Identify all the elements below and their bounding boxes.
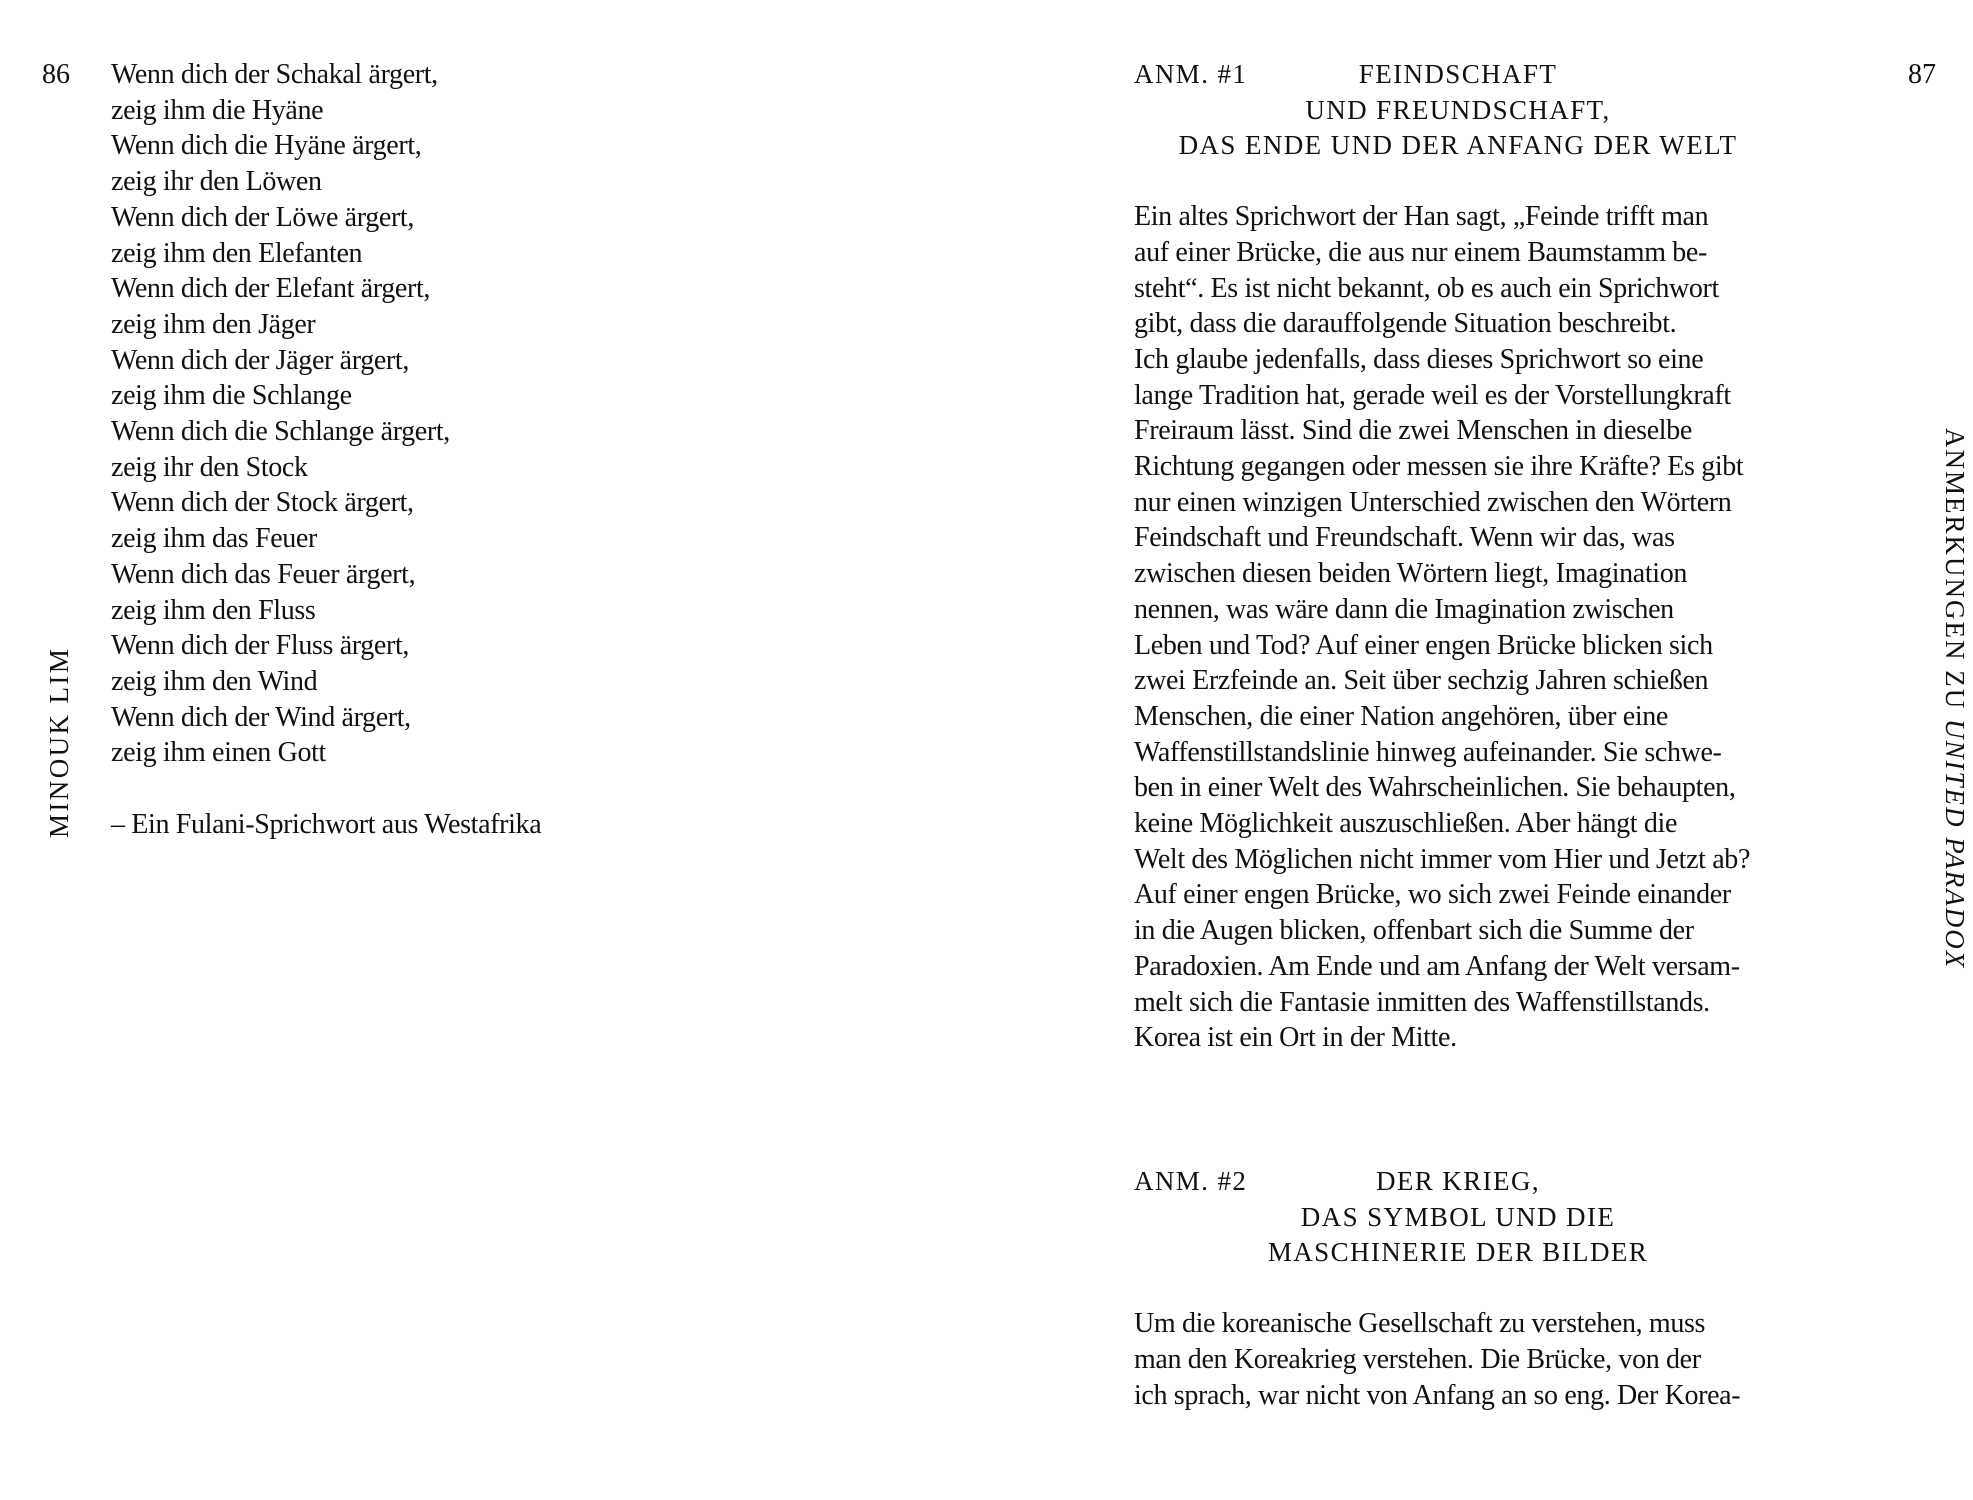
- note-title-line: DER KRIEG,: [1376, 1166, 1540, 1196]
- body-line: Feindschaft und Freundschaft. Wenn wir das, was: [1134, 522, 1675, 554]
- body-line: Um die koreanische Gesellschaft zu verstehen, muss: [1134, 1308, 1706, 1340]
- poem-line: Wenn dich die Schlange ärgert,: [111, 416, 450, 448]
- running-head-italic-title: UNITED PARADOX: [1940, 718, 1970, 970]
- running-head-author: MINOUK LIM: [44, 646, 74, 838]
- running-head-title: [1940, 428, 1970, 969]
- body-line: Menschen, die einer Nation angehören, über eine: [1134, 700, 1668, 732]
- poem-line: Wenn dich der Löwe ärgert,: [111, 201, 415, 233]
- note-1: [1134, 57, 1874, 1056]
- poem-line: zeig ihm den Wind: [111, 665, 318, 697]
- body-line: Freiraum lässt. Sind die zwei Menschen in dieselbe: [1134, 415, 1692, 447]
- poem-line: zeig ihm den Fluss: [111, 594, 316, 626]
- note-2: [1134, 1164, 1874, 1413]
- poem-line: Wenn dich der Wind ärgert,: [111, 701, 411, 733]
- body-line: nur einen winzigen Unterschied zwischen den Wörtern: [1134, 486, 1732, 518]
- body-line: ben in einer Welt des Wahrscheinlichen. Sie behaupten,: [1134, 772, 1736, 804]
- body-line: lange Tradition hat, gerade weil es der Vorstellungkraft: [1134, 379, 1731, 411]
- note-body: [1134, 1306, 1874, 1413]
- note-header: [1134, 1164, 1874, 1271]
- note-body: [1134, 199, 1874, 1056]
- body-line: Leben und Tod? Auf einer engen Brücke blicken sich: [1134, 629, 1713, 661]
- poem-line: zeig ihm die Hyäne: [111, 94, 324, 126]
- note-title-line: DAS SYMBOL UND DIE: [1300, 1201, 1616, 1232]
- left-page: [0, 0, 986, 1500]
- body-line: in die Augen blicken, offenbart sich die Summe der: [1134, 915, 1694, 947]
- body-line: auf einer Brücke, die aus nur einem Baumstamm be-: [1134, 236, 1707, 268]
- poem-line: Wenn dich das Feuer ärgert,: [111, 558, 416, 590]
- right-page: [986, 0, 1973, 1500]
- poem-line: zeig ihm einen Gott: [111, 737, 326, 769]
- body-line: Welt des Möglichen nicht immer vom Hier und Jetzt ab?: [1134, 843, 1751, 875]
- body-line: gibt, dass die darauffolgende Situation beschreibt.: [1134, 308, 1677, 340]
- body-line: Korea ist ein Ort in der Mitte.: [1134, 1022, 1457, 1054]
- body-line: Waffenstillstandslinie hinweg aufeinander. Sie schwe-: [1134, 736, 1722, 768]
- body-line: Paradoxien. Am Ende und am Anfang der Welt versam-: [1134, 950, 1740, 982]
- body-line: steht“. Es ist nicht bekannt, ob es auch ein Sprichwort: [1134, 272, 1719, 304]
- poem-attribution: – Ein Fulani-Sprichwort aus Westafrika: [111, 808, 542, 840]
- page-number-left: 86: [42, 59, 70, 90]
- note-title-line: MASCHINERIE DER BILDER: [1267, 1237, 1649, 1268]
- body-line: melt sich die Fantasie inmitten des Waffenstillstands.: [1134, 986, 1710, 1018]
- poem: [111, 57, 541, 842]
- note-title-line: FEINDSCHAFT: [1358, 59, 1558, 89]
- body-line: nennen, was wäre dann die Imagination zwischen: [1134, 593, 1674, 625]
- body-line: man den Koreakrieg verstehen. Die Brücke, von der: [1134, 1343, 1701, 1375]
- note-title-line: DAS ENDE UND DER ANFANG DER WELT: [1178, 130, 1738, 161]
- poem-line: zeig ihm den Elefanten: [111, 237, 363, 269]
- poem-line: Wenn dich der Elefant ärgert,: [111, 273, 431, 305]
- page-number-right: 87: [1908, 59, 1936, 90]
- poem-line: zeig ihr den Löwen: [111, 166, 322, 198]
- running-head-prefix: ANMERKUNGEN ZU: [1940, 428, 1970, 719]
- poem-line: zeig ihm den Jäger: [111, 308, 316, 340]
- body-line: Auf einer engen Brücke, wo sich zwei Feinde einander: [1134, 879, 1731, 911]
- body-line: keine Möglichkeit auszuschließen. Aber hängt die: [1134, 808, 1678, 840]
- body-line: zwei Erzfeinde an. Seit über sechzig Jahren schießen: [1134, 665, 1709, 697]
- poem-line: Wenn dich die Hyäne ärgert,: [111, 130, 422, 162]
- body-line: Richtung gegangen oder messen sie ihre Kräfte? Es gibt: [1134, 451, 1744, 483]
- poem-line: Wenn dich der Stock ärgert,: [111, 487, 414, 519]
- poem-line: Wenn dich der Schakal ärgert,: [111, 59, 438, 90]
- note-header: [1134, 57, 1874, 164]
- body-line: zwischen diesen beiden Wörtern liegt, Imagination: [1134, 558, 1688, 590]
- poem-line: Wenn dich der Jäger ärgert,: [111, 344, 409, 376]
- poem-line: zeig ihm das Feuer: [111, 523, 317, 555]
- body-line: Ich glaube jedenfalls, dass dieses Sprichwort so eine: [1134, 343, 1704, 375]
- note-label: ANM. #2: [1134, 1166, 1248, 1196]
- poem-line: zeig ihm die Schlange: [111, 380, 352, 412]
- note-title-line: UND FREUNDSCHAFT,: [1305, 94, 1611, 125]
- body-line: ich sprach, war nicht von Anfang an so eng. Der Korea-: [1134, 1379, 1741, 1411]
- poem-line: zeig ihr den Stock: [111, 451, 308, 483]
- poem-line: Wenn dich der Fluss ärgert,: [111, 630, 410, 662]
- note-label: ANM. #1: [1134, 59, 1248, 89]
- body-line: Ein altes Sprichwort der Han sagt, „Feinde trifft man: [1134, 201, 1709, 233]
